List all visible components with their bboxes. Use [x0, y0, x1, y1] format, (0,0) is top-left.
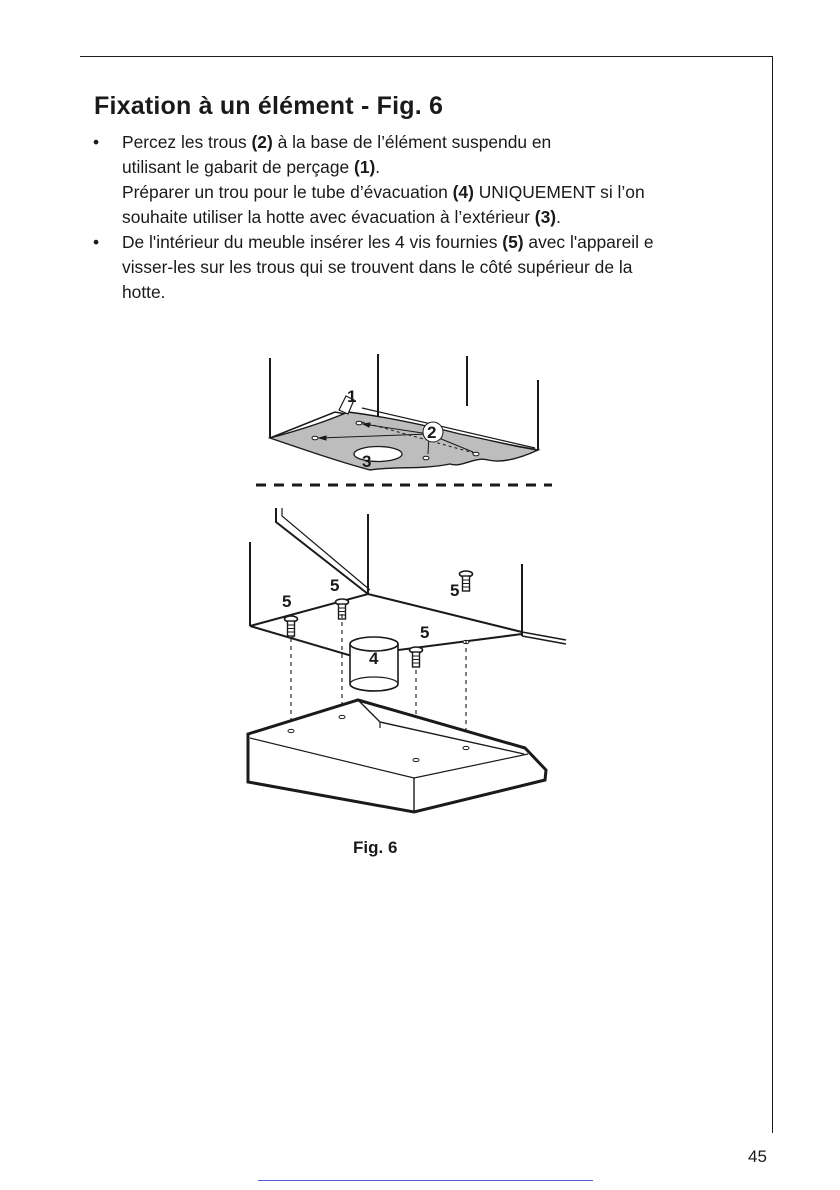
callout-label-2: 2	[427, 423, 437, 442]
margin-rule	[772, 56, 773, 1133]
drilling-template	[270, 412, 538, 470]
instruction-line: visser-les sur les trous qui se trouvent dans le côté supérieur de la	[122, 257, 633, 277]
installation-diagram	[230, 350, 580, 830]
callout-label-3: 3	[362, 452, 372, 471]
instruction-item-2	[90, 230, 730, 305]
callout-label-5: 5	[420, 623, 430, 642]
instruction-line: Préparer un trou pour le tube d’évacuation (4) UNIQUEMENT si l’on	[122, 182, 645, 202]
instruction-line: souhaite utiliser la hotte avec évacuation à l’extérieur (3).	[122, 207, 561, 227]
instruction-line: De l'intérieur du meuble insérer les 4 vis fournies (5) avec l'appareil e	[122, 232, 654, 252]
cooker-hood	[248, 700, 546, 812]
screw-icon	[285, 616, 298, 636]
bullet-icon: •	[93, 132, 100, 152]
callout-label-5: 5	[450, 581, 460, 600]
instruction-line: utilisant le gabarit de perçage (1).	[122, 157, 381, 177]
instruction-list	[90, 130, 730, 305]
page-number: 45	[748, 1147, 767, 1166]
callout-label-4: 4	[369, 649, 379, 668]
screw-icon	[460, 571, 473, 591]
footer-link-line	[258, 1180, 593, 1181]
screw-icon	[410, 647, 423, 667]
instruction-line: Percez les trous (2) à la base de l’élément suspendu en	[122, 132, 552, 152]
page-title: Fixation à un élément - Fig. 6	[94, 92, 444, 120]
cabinet-underside	[250, 508, 566, 656]
callout-label-5: 5	[282, 592, 292, 611]
callout-label-5: 5	[330, 576, 340, 595]
header-rule	[80, 56, 773, 57]
bullet-icon: •	[93, 232, 100, 252]
instruction-line: hotte.	[122, 282, 166, 302]
figure-caption: Fig. 6	[353, 838, 398, 857]
callout-label-1: 1	[347, 387, 357, 406]
instruction-item-1	[90, 130, 730, 230]
